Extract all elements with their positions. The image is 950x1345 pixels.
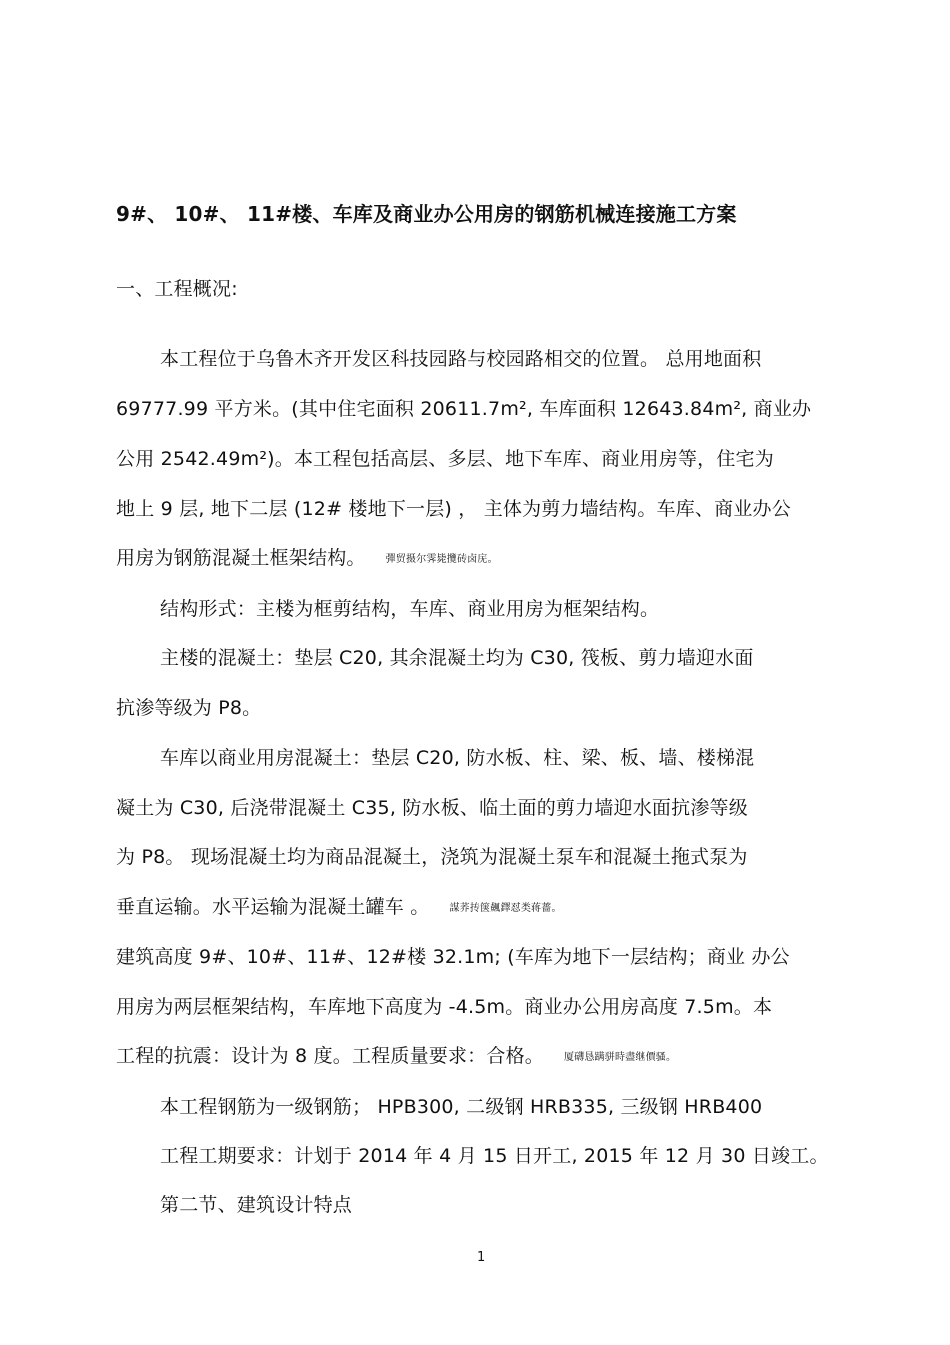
paragraph-line: 本工程钢筋为一级钢筋； HPB300, 二级钢 HRB335, 三级钢 HRB400 <box>160 1096 763 1118</box>
paragraph-line: 车库以商业用房混凝土：垫层 C20, 防水板、柱、梁、板、墙、楼梯混 <box>160 747 755 769</box>
paragraph-line: 69777.99 平方米。(其中住宅面积 20611.7m², 车库面积 12643.84m², 商业办 <box>116 398 812 420</box>
paragraph-line <box>116 892 562 919</box>
section-heading: 第二节、建筑设计特点 <box>160 1194 353 1216</box>
page-number: 1 <box>477 1250 486 1265</box>
paragraph-line: 为 P8。 现场混凝土均为商品混凝土，浇筑为混凝土泵车和混凝土拖式泵为 <box>116 846 748 868</box>
paragraph-text: 工程的抗震：设计为 8 度。工程质量要求：合格。 <box>116 1045 544 1067</box>
paragraph-line <box>116 543 498 570</box>
paragraph-line: 抗渗等级为 P8。 <box>116 697 262 719</box>
paragraph-line <box>116 1041 676 1068</box>
paragraph-text: 垂直运输。水平运输为混凝土罐车 。 <box>116 896 430 918</box>
garbled-text: 謀荞抟箧飆鐸怼类蒋薔。 <box>449 903 562 914</box>
paragraph-line: 结构形式：主楼为框剪结构，车库、商业用房为框架结构。 <box>160 598 660 620</box>
paragraph-line: 凝土为 C30, 后浇带混凝土 C35, 防水板、临土面的剪力墙迎水面抗渗等级 <box>116 797 748 819</box>
paragraph-line: 工程工期要求：计划于 2014 年 4 月 15 日开工, 2015 年 12 月 30 日竣工。 <box>160 1145 829 1167</box>
paragraph-line: 公用 2542.49m²)。本工程包括高层、多层、地下车库、商业用房等，住宅为 <box>116 448 774 470</box>
paragraph-line: 建筑高度 9#、10#、11#、12#楼 32.1m; (车库为地下一层结构；商业 办公 <box>116 946 790 968</box>
paragraph-text: 用房为钢筋混凝土框架结构。 <box>116 547 366 569</box>
paragraph-line: 主楼的混凝土：垫层 C20, 其余混凝土均为 C30, 筏板、剪力墙迎水面 <box>160 647 754 669</box>
paragraph-line: 地上 9 层, 地下二层 (12# 楼地下一层) ， 主体为剪力墙结构。车库、商业办公 <box>116 498 791 520</box>
document-title: 9#、 10#、 11#楼、车库及商业办公用房的钢筋机械连接施工方案 <box>116 202 737 226</box>
paragraph-line: 用房为两层框架结构，车库地下高度为 -4.5m。商业办公用房高度 7.5m。本 <box>116 996 773 1018</box>
section-heading: 一、工程概况: <box>116 278 238 300</box>
garbled-text: 厦礴恳蹒骈時盡继價骚。 <box>563 1052 677 1063</box>
garbled-text: 彈贸摄尔霁毙攬砖卤庑。 <box>385 554 498 565</box>
paragraph-line: 本工程位于乌鲁木齐开发区科技园路与校园路相交的位置。 总用地面积 <box>160 348 762 370</box>
